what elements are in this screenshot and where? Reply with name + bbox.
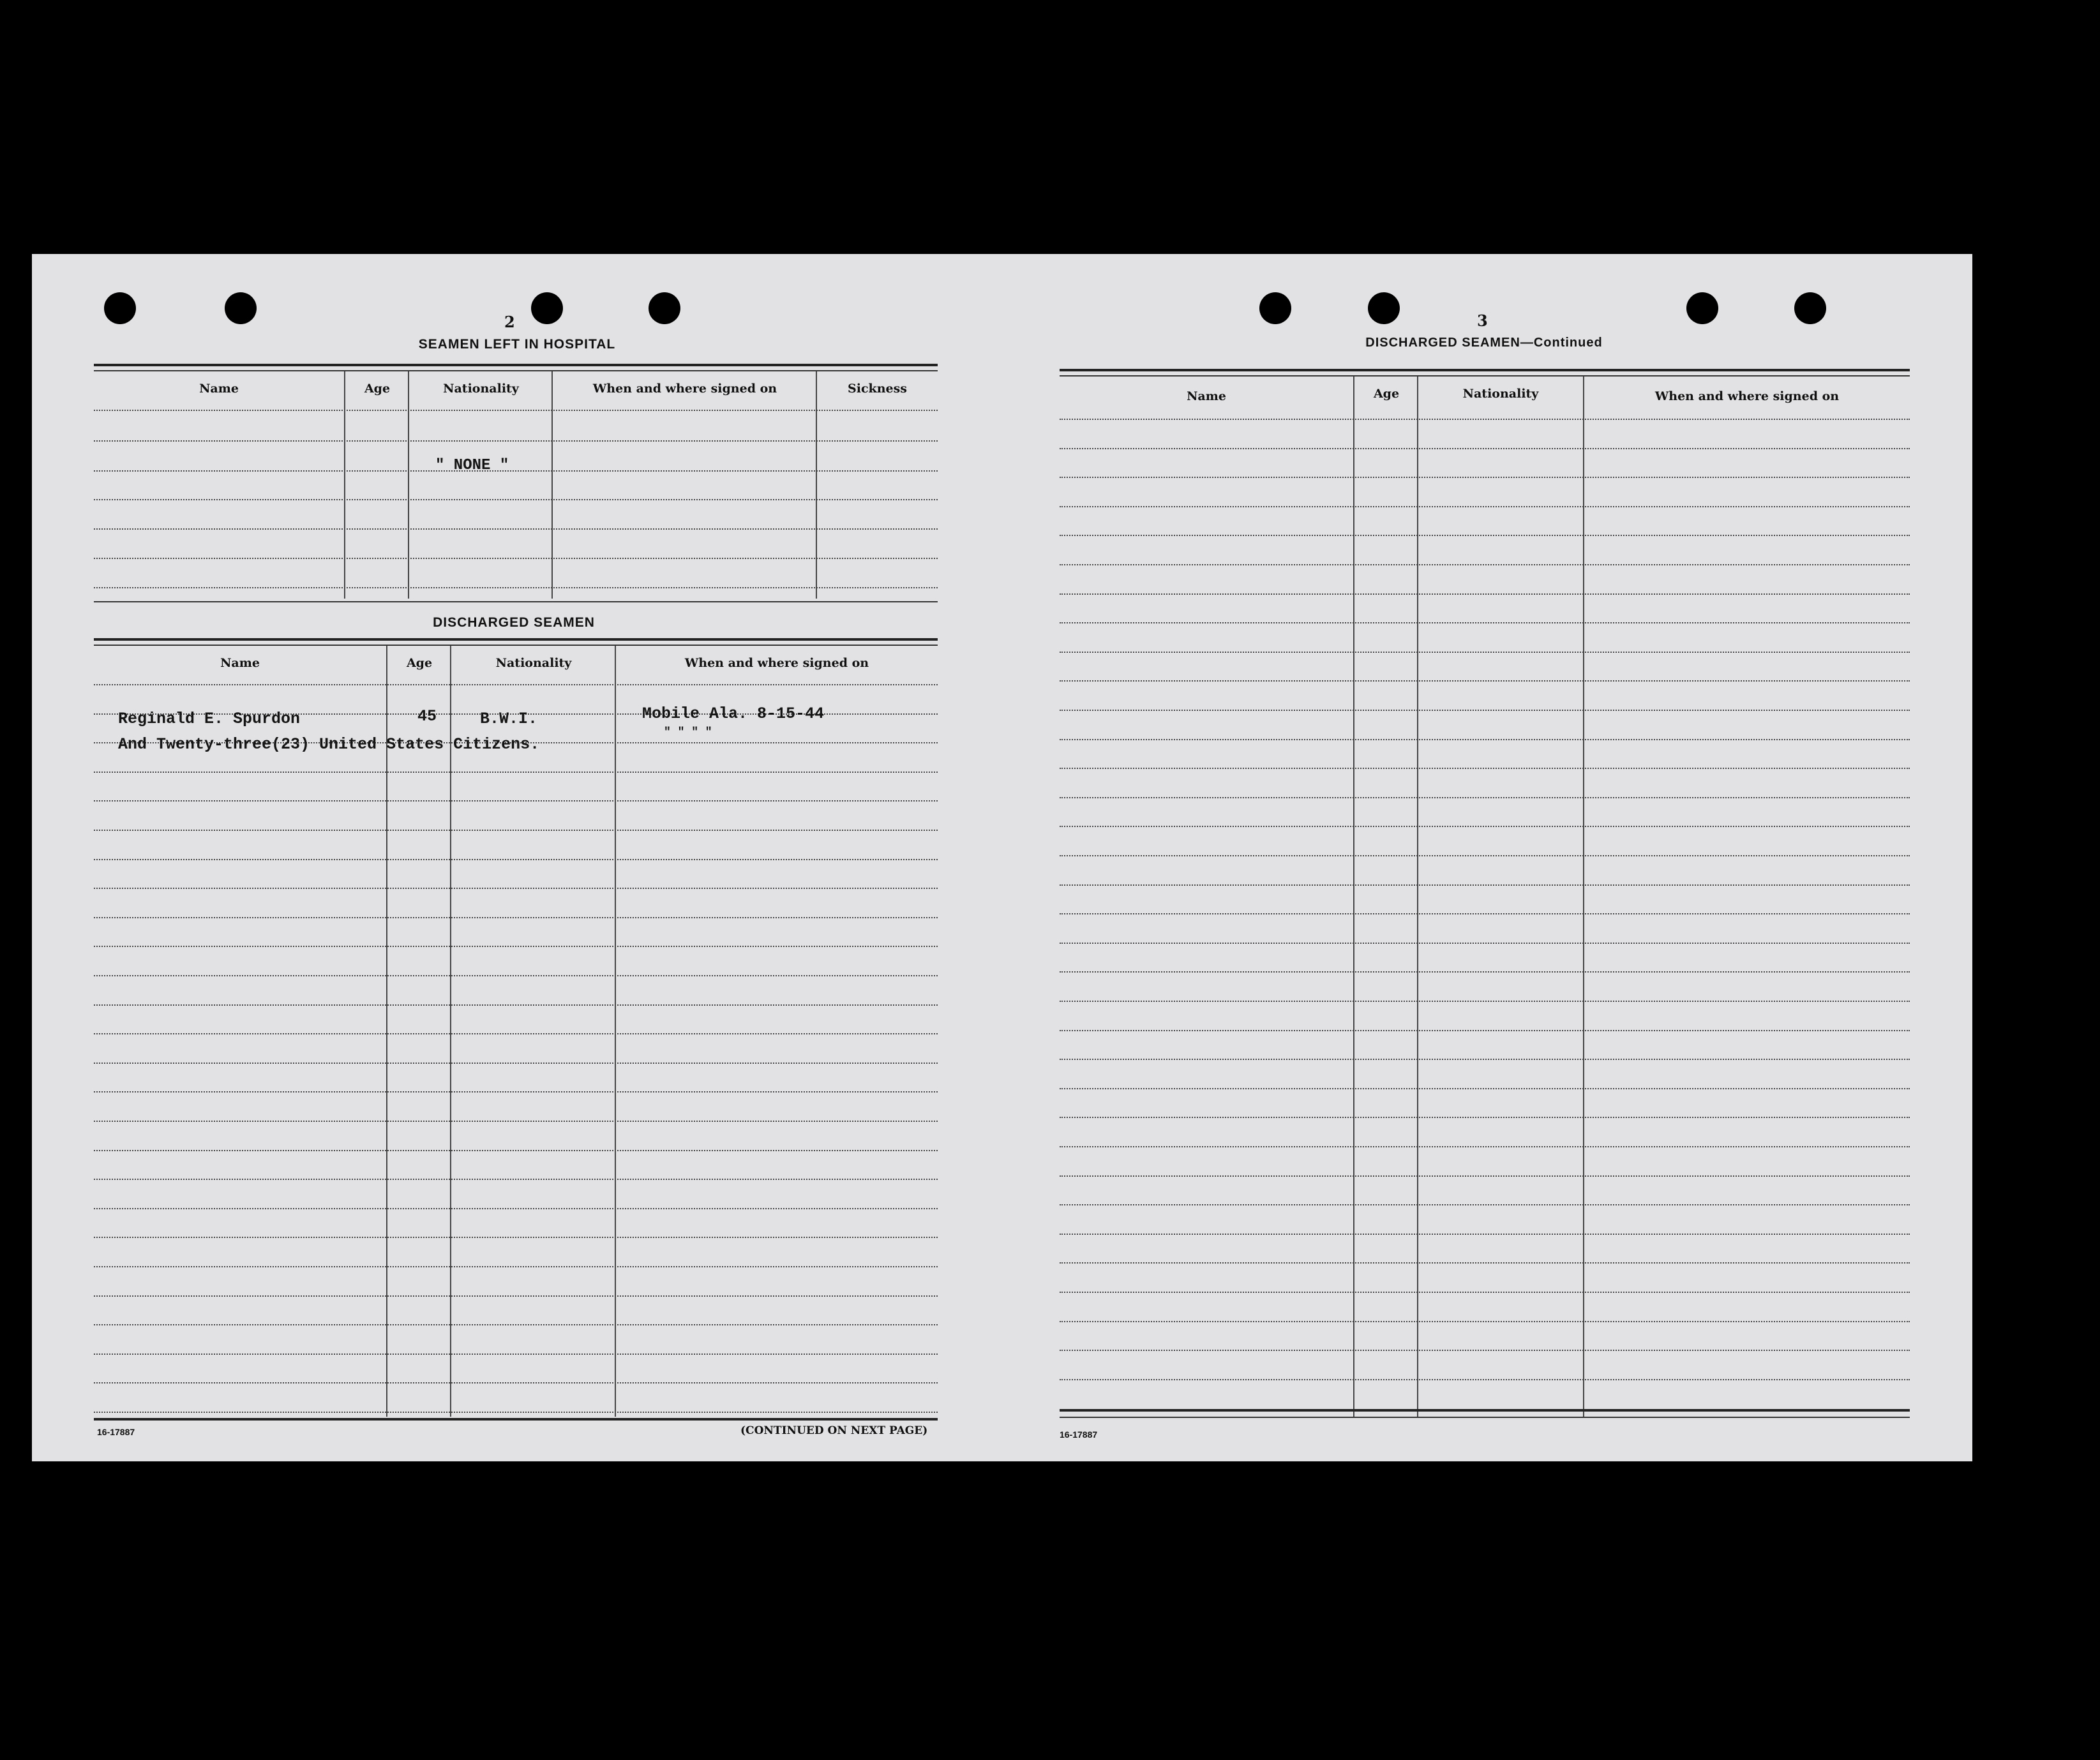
column-divider	[1417, 377, 1418, 1417]
table-row	[94, 440, 938, 442]
punch-hole	[1794, 292, 1826, 324]
punch-hole	[225, 292, 257, 324]
column-header-signed-on: When and where signed on	[684, 656, 869, 670]
column-header-sickness: Sickness	[848, 382, 907, 396]
seaman-name: And Twenty-three(23) United States Citizens.	[118, 735, 540, 754]
table-row	[94, 1354, 938, 1355]
column-divider	[615, 646, 616, 1417]
table-row	[94, 1412, 938, 1413]
table-row	[1060, 913, 1910, 914]
table-rule	[1060, 369, 1910, 371]
column-divider	[1583, 377, 1584, 1417]
table-row	[94, 1324, 938, 1325]
table-row	[1060, 1262, 1910, 1264]
table-row	[1060, 768, 1910, 769]
table-row	[94, 1266, 938, 1267]
column-header-name: Name	[199, 382, 239, 396]
table-row	[94, 975, 938, 976]
table-row	[1060, 1234, 1910, 1235]
column-header-age: Age	[406, 656, 433, 670]
table-row	[1060, 710, 1910, 711]
table-row	[94, 499, 938, 500]
column-divider	[1353, 377, 1354, 1417]
table-row	[94, 1121, 938, 1122]
table-row	[1060, 943, 1910, 944]
form-number: 16-17887	[97, 1427, 135, 1437]
table-row	[1060, 1350, 1910, 1351]
table-rule	[1060, 1417, 1910, 1418]
punch-hole	[649, 292, 680, 324]
column-divider	[551, 371, 553, 599]
table-rule	[94, 601, 938, 602]
table-row	[94, 1004, 938, 1006]
table-row	[94, 684, 938, 685]
column-divider	[344, 371, 345, 599]
table-row	[94, 1150, 938, 1151]
table-row	[1060, 477, 1910, 478]
punch-hole	[104, 292, 136, 324]
table-row	[94, 1382, 938, 1383]
column-header-nationality: Nationality	[1462, 387, 1539, 401]
table-rule	[1060, 1409, 1910, 1412]
table-row	[94, 1208, 938, 1209]
table-row	[94, 772, 938, 773]
discharged-continued-title: DISCHARGED SEAMEN—Continued	[1365, 336, 1603, 350]
continued-note: (CONTINUED ON NEXT PAGE)	[740, 1424, 928, 1437]
column-header-age: Age	[364, 382, 391, 396]
column-divider	[386, 646, 387, 1417]
column-header-nationality: Nationality	[495, 656, 572, 670]
table-row	[94, 917, 938, 918]
table-rule	[94, 645, 938, 646]
punch-hole	[531, 292, 563, 324]
table-row	[94, 859, 938, 860]
table-rule	[1060, 375, 1910, 377]
table-row	[1060, 1088, 1910, 1089]
table-row	[94, 888, 938, 889]
seaman-nationality: B.W.I.	[480, 710, 538, 728]
column-header-age: Age	[1373, 387, 1400, 401]
table-row	[94, 830, 938, 831]
table-row	[1060, 535, 1910, 536]
seaman-signed-on: Mobile Ala. 8-15-44	[642, 705, 825, 723]
table-row	[94, 1033, 938, 1034]
table-row	[1060, 652, 1910, 653]
column-header-signed-on: When and where signed on	[1654, 389, 1840, 403]
table-row	[1060, 680, 1910, 682]
punch-hole	[1259, 292, 1291, 324]
table-row	[94, 587, 938, 588]
column-header-nationality: Nationality	[443, 382, 519, 396]
table-row	[1060, 1030, 1910, 1031]
table-row	[94, 558, 938, 559]
table-rule	[94, 638, 938, 641]
table-row	[94, 946, 938, 947]
seaman-age: 45	[417, 707, 437, 726]
table-row	[1060, 564, 1910, 565]
hospital-entry: " NONE "	[435, 457, 509, 474]
column-divider	[408, 371, 409, 599]
table-row	[1060, 797, 1910, 798]
table-row	[1060, 1059, 1910, 1060]
table-row	[94, 800, 938, 802]
column-divider	[816, 371, 817, 599]
table-rule	[94, 370, 938, 371]
column-header-signed-on: When and where signed on	[592, 382, 777, 396]
column-header-name: Name	[220, 656, 260, 670]
table-row	[1060, 884, 1910, 886]
page-number: 2	[504, 313, 515, 331]
table-row	[1060, 1292, 1910, 1293]
table-row	[94, 1091, 938, 1093]
table-row	[1060, 739, 1910, 740]
table-row	[1060, 826, 1910, 827]
table-row	[94, 1063, 938, 1064]
seaman-name: Reginald E. Spurdon	[118, 710, 301, 728]
table-row	[1060, 622, 1910, 623]
hospital-section-title: SEAMEN LEFT IN HOSPITAL	[418, 337, 616, 352]
table-row	[1060, 1204, 1910, 1205]
table-row	[1060, 448, 1910, 449]
table-rule	[94, 1418, 938, 1421]
table-row	[1060, 593, 1910, 595]
table-row	[94, 1237, 938, 1238]
table-rule	[94, 364, 938, 366]
punch-hole	[1686, 292, 1718, 324]
table-row	[1060, 1117, 1910, 1118]
ledger-paper	[32, 254, 1972, 1461]
column-divider	[450, 646, 451, 1417]
form-number: 16-17887	[1060, 1429, 1098, 1440]
table-row	[1060, 506, 1910, 507]
seaman-signed-on: " " " "	[664, 726, 712, 739]
table-row	[94, 470, 938, 472]
page-number: 3	[1477, 311, 1488, 330]
table-row	[94, 1295, 938, 1297]
column-header-name: Name	[1187, 389, 1226, 403]
table-row	[1060, 1001, 1910, 1002]
table-row	[94, 528, 938, 530]
table-row	[1060, 855, 1910, 856]
discharged-section-title: DISCHARGED SEAMEN	[433, 615, 595, 630]
table-row	[1060, 1379, 1910, 1380]
punch-hole	[1368, 292, 1400, 324]
table-row	[94, 410, 938, 411]
table-row	[1060, 1321, 1910, 1322]
table-row	[1060, 1175, 1910, 1177]
table-row	[94, 1179, 938, 1180]
table-row	[1060, 419, 1910, 420]
table-row	[1060, 1146, 1910, 1147]
table-row	[1060, 971, 1910, 973]
